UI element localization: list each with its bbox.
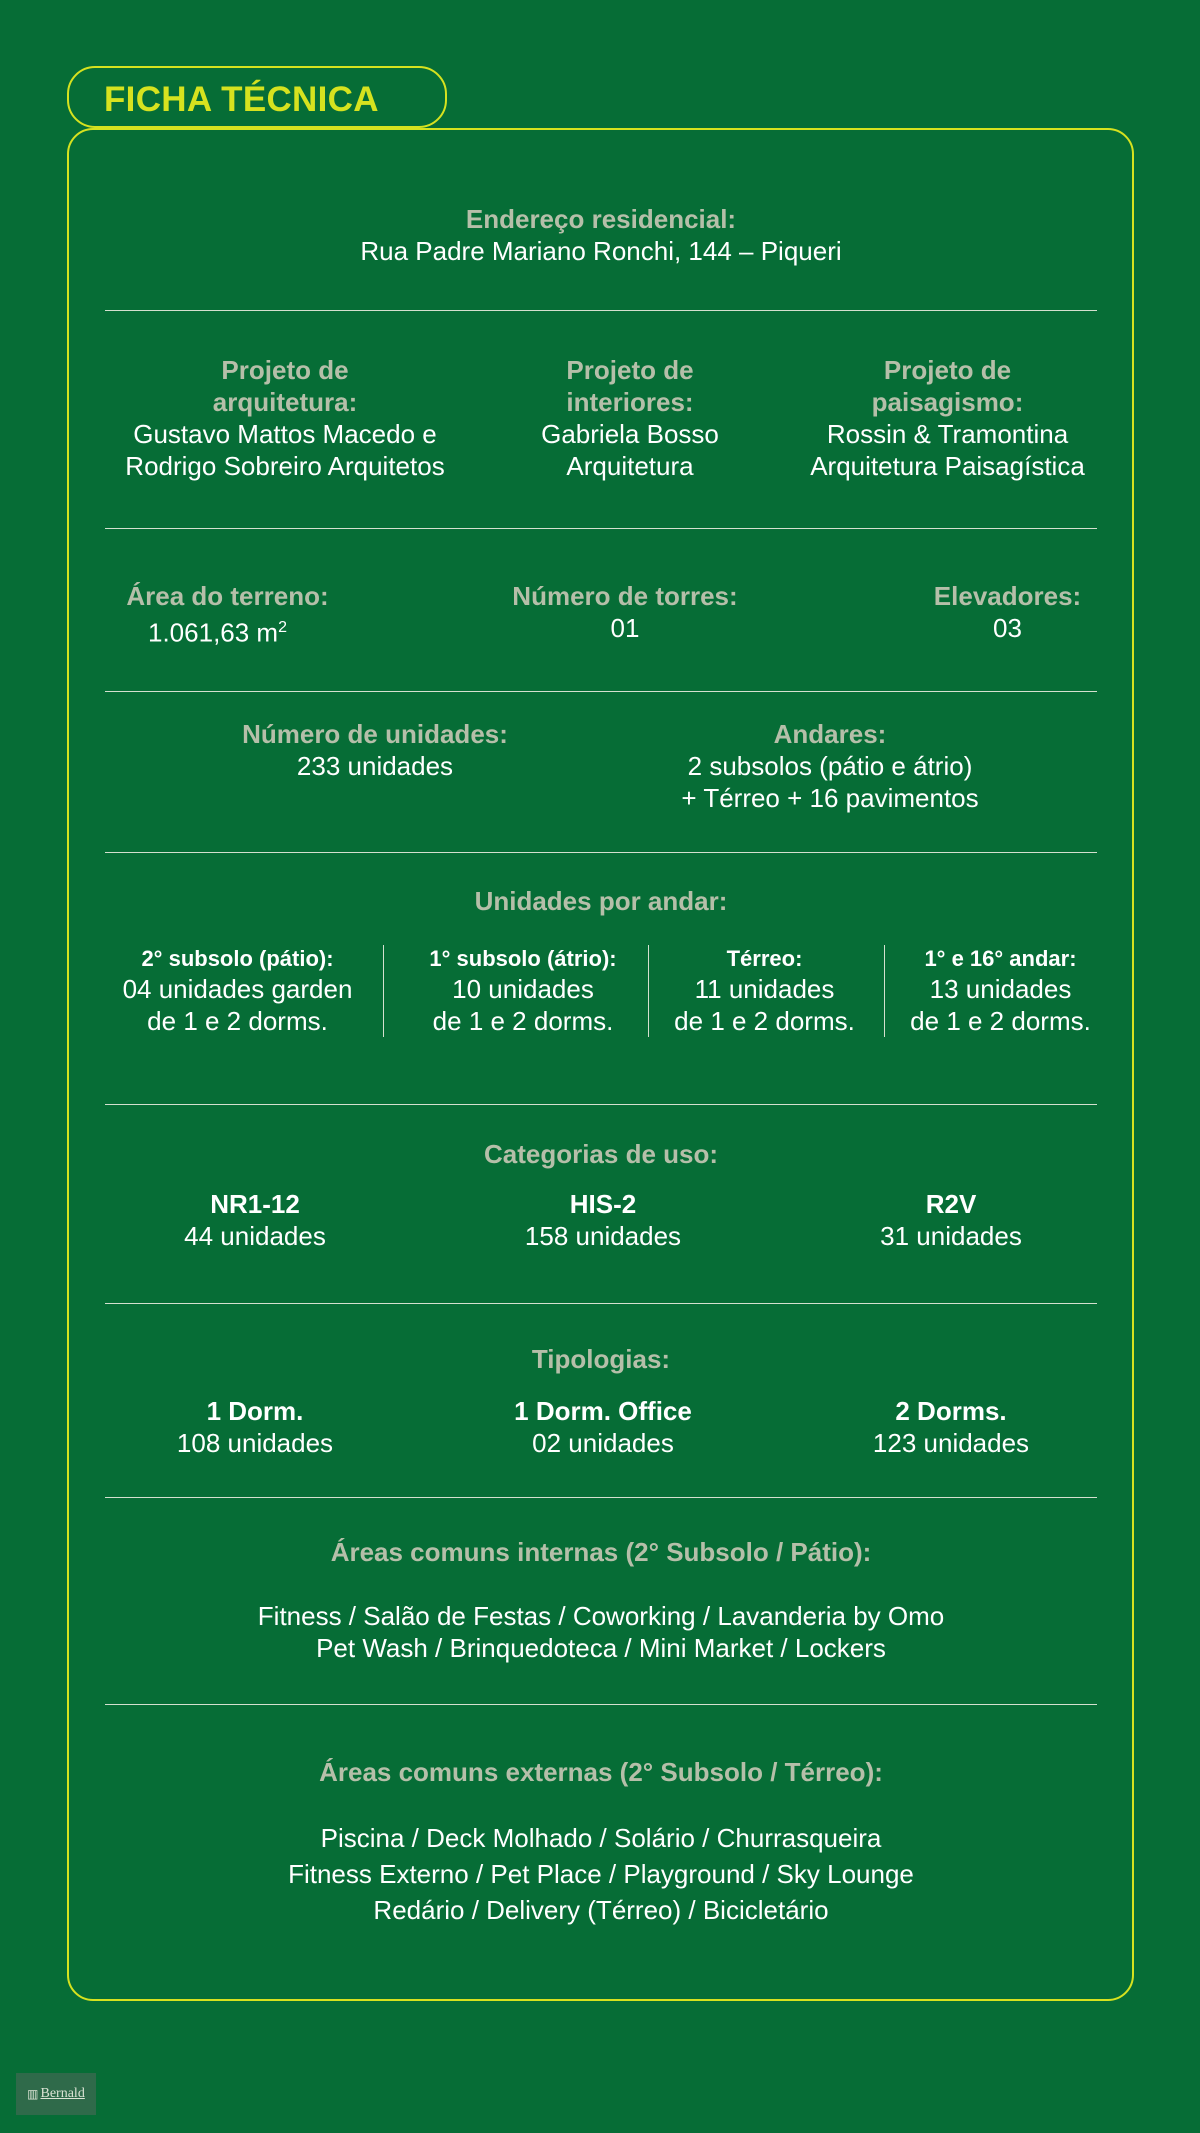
category-name: R2V xyxy=(925,1189,977,1219)
interiors-label: Projeto de xyxy=(566,355,694,385)
category-value: 31 unidades xyxy=(880,1221,1022,1251)
address-value: Rua Padre Mariano Ronchi, 144 – Piqueri xyxy=(360,236,842,266)
category-name: NR1-12 xyxy=(210,1189,300,1219)
towers xyxy=(470,580,780,644)
floors xyxy=(630,718,1030,814)
address-label: Endereço residencial: xyxy=(465,204,737,234)
typology-name: 1 Dorm. xyxy=(206,1396,304,1426)
interiors-value-2: Arquitetura xyxy=(566,451,694,481)
divider xyxy=(105,1497,1097,1498)
internal-areas xyxy=(105,1536,1097,1664)
floor-col-line: de 1 e 2 dorms. xyxy=(432,1006,614,1036)
floor-col-terreo xyxy=(657,945,872,1037)
external-areas-label: Áreas comuns externas (2° Subsolo / Térreo): xyxy=(319,1757,883,1787)
interiors-label-2: interiores: xyxy=(566,387,694,417)
building-icon: ▥ xyxy=(27,2087,39,2101)
floor-col-line: 10 unidades xyxy=(452,974,594,1004)
divider xyxy=(105,852,1097,853)
architecture-label-2: arquitetura: xyxy=(212,387,358,417)
page-title: FICHA TÉCNICA xyxy=(104,80,379,119)
category-name: HIS-2 xyxy=(569,1189,637,1219)
land-area-label: Área do terreno: xyxy=(126,581,329,611)
external-areas xyxy=(105,1756,1097,1928)
floors-value-2: + Térreo + 16 pavimentos xyxy=(681,783,979,813)
interiors-value: Gabriela Bosso xyxy=(541,419,719,449)
land-area xyxy=(100,580,355,649)
internal-areas-label: Áreas comuns internas (2° Subsolo / Pátio): xyxy=(330,1537,872,1567)
architecture-value-2: Rodrigo Sobreiro Arquitetos xyxy=(125,451,445,481)
typology-value: 108 unidades xyxy=(176,1428,334,1458)
floor-col-title: 1° e 16° andar: xyxy=(924,946,1077,971)
address-block xyxy=(105,203,1097,267)
divider xyxy=(105,310,1097,311)
categories-label: Categorias de uso: xyxy=(483,1139,719,1169)
architecture-project xyxy=(90,354,480,482)
title-tab xyxy=(67,66,447,128)
landscape-label-2: paisagismo: xyxy=(871,387,1024,417)
column-divider xyxy=(383,945,384,1037)
land-area-value: 1.061,63 $m^2$ xyxy=(148,617,287,648)
floor-col-title: 1° subsolo (átrio): xyxy=(429,946,617,971)
floor-col-line: de 1 e 2 dorms. xyxy=(910,1006,1091,1036)
floor-col-andares xyxy=(893,945,1108,1037)
floor-col-line: de 1 e 2 dorms. xyxy=(147,1006,328,1036)
floors-label: Andares: xyxy=(773,719,887,749)
internal-areas-line: Pet Wash / Brinquedoteca / Mini Market / Lockers xyxy=(316,1633,886,1663)
units-label: Número de unidades: xyxy=(242,719,508,749)
floors-value: 2 subsolos (pátio e átrio) xyxy=(687,751,973,781)
floor-col-subsolo1 xyxy=(392,945,654,1037)
typology-item xyxy=(130,1395,380,1459)
elevators-value: 03 xyxy=(993,613,1022,643)
floor-col-title: Térreo: xyxy=(726,946,803,971)
typology-value: 123 unidades xyxy=(872,1428,1030,1458)
typology-item xyxy=(826,1395,1076,1459)
floor-col-line: 11 unidades xyxy=(694,974,835,1004)
floor-col-line: 13 unidades xyxy=(929,974,1072,1004)
floor-col-subsolo2 xyxy=(100,945,375,1037)
divider xyxy=(105,691,1097,692)
units-value: 233 unidades xyxy=(296,751,454,781)
typologies-label: Tipologias: xyxy=(531,1344,671,1374)
external-areas-line: Redário / Delivery (Térreo) / Bicicletário xyxy=(373,1895,829,1925)
floor-col-title: 2° subsolo (pátio): xyxy=(141,946,334,971)
units-total xyxy=(180,718,570,782)
category-value: 158 unidades xyxy=(524,1221,682,1251)
units-per-floor-label: Unidades por andar: xyxy=(474,886,728,916)
brand-logo-text: Bernald xyxy=(40,2086,85,2101)
external-areas-line: Fitness Externo / Pet Place / Playground / Sky Lounge xyxy=(288,1859,914,1889)
elevators xyxy=(910,580,1105,644)
typology-name: 1 Dorm. Office xyxy=(514,1396,692,1426)
floor-col-line: de 1 e 2 dorms. xyxy=(674,1006,855,1036)
divider xyxy=(105,1704,1097,1705)
divider xyxy=(105,1104,1097,1105)
brand-logo xyxy=(16,2073,96,2115)
elevators-label: Elevadores: xyxy=(933,581,1082,611)
floor-col-line: 04 unidades garden xyxy=(122,974,353,1004)
typology-value: 02 unidades xyxy=(532,1428,674,1458)
column-divider xyxy=(884,945,885,1037)
category-item xyxy=(478,1188,728,1252)
category-item xyxy=(130,1188,380,1252)
category-value: 44 unidades xyxy=(184,1221,326,1251)
landscape-value-2: Arquitetura Paisagística xyxy=(810,451,1085,481)
architecture-value: Gustavo Mattos Macedo e xyxy=(133,419,437,449)
interiors-project xyxy=(510,354,750,482)
typology-name: 2 Dorms. xyxy=(895,1396,1007,1426)
towers-label: Número de torres: xyxy=(512,581,738,611)
divider xyxy=(105,528,1097,529)
external-areas-line: Piscina / Deck Molhado / Solário / Churrasqueira xyxy=(320,1823,882,1853)
column-divider xyxy=(648,945,649,1037)
divider xyxy=(105,1303,1097,1304)
landscape-project xyxy=(775,354,1120,482)
internal-areas-line: Fitness / Salão de Festas / Coworking / Lavanderia by Omo xyxy=(257,1601,945,1631)
landscape-value: Rossin & Tramontina xyxy=(826,419,1069,449)
landscape-label: Projeto de xyxy=(883,355,1012,385)
typology-item xyxy=(463,1395,743,1459)
architecture-label: Projeto de xyxy=(221,355,349,385)
category-item xyxy=(826,1188,1076,1252)
towers-value: 01 xyxy=(610,613,640,643)
